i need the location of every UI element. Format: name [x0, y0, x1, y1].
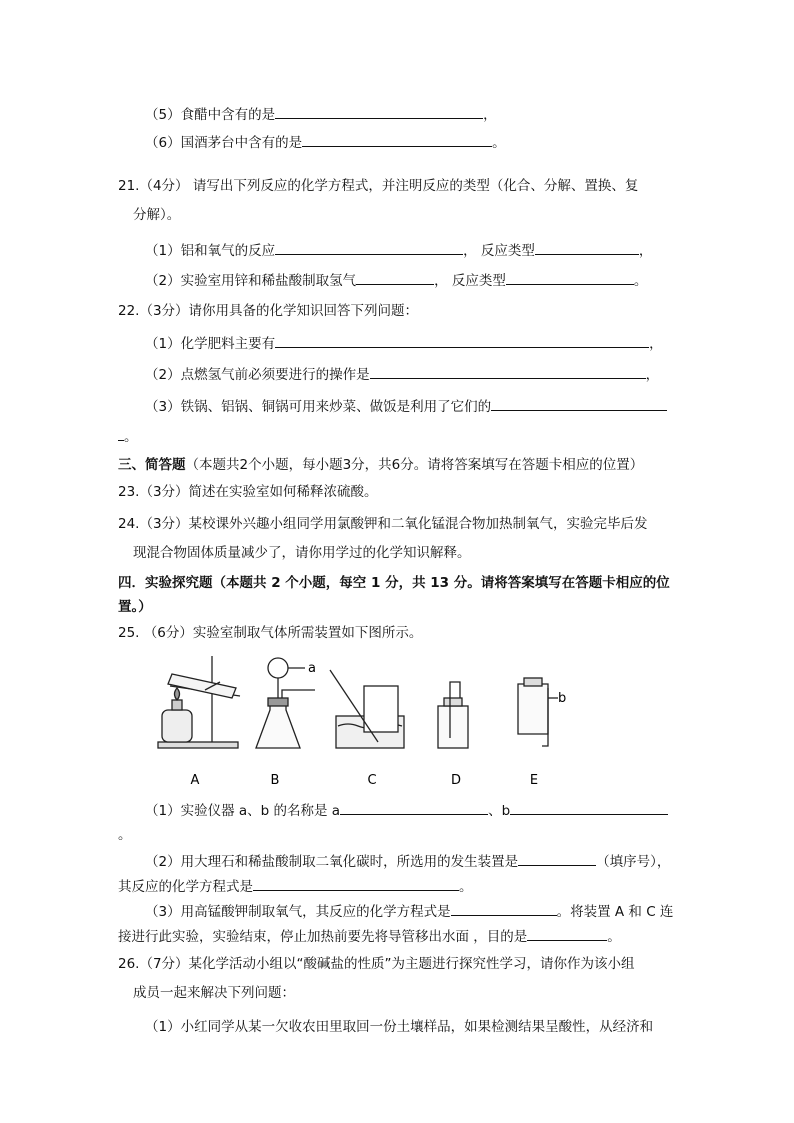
q22-item3-cont: 。 [118, 426, 138, 446]
q25-sub1: （1）实验仪器 a、b 的名称是 a 、b [145, 800, 668, 820]
answer-blank[interactable] [491, 396, 667, 411]
apparatus-e [518, 678, 558, 746]
answer-blank[interactable] [527, 926, 607, 941]
q25-sub3-line2: 接进行此实验，实验结束，停止加热前要先将导管移出水面 ，目的是 。 [118, 926, 621, 946]
figure-label-e: E [529, 773, 539, 788]
q24-line1: 24.（3分）某校课外兴趣小组同学用氯酸钾和二氧化锰混合物加热制氧气，实验完毕后发 [118, 516, 648, 532]
figure-label-c: C [367, 773, 377, 788]
q25-sub2-line1: （2）用大理石和稀盐酸制取二氧化碳时，所选用的发生装置是 （填序号）， [145, 851, 670, 871]
q21-item1: （1）铝和氧气的反应 ， 反应类型 ， [145, 240, 652, 260]
answer-blank[interactable] [253, 876, 459, 891]
answer-blank[interactable] [275, 104, 483, 119]
answer-blank[interactable] [535, 240, 639, 255]
answer-blank[interactable] [510, 800, 668, 815]
section4-line1: 四．实验探究题（本题共 2 个小题，每空 1 分，共 13 分。请将答案填写在答题卡相应的位 [118, 575, 670, 591]
answer-blank[interactable] [302, 132, 492, 147]
q20-item5: （5）食醋中含有的是 ， [145, 104, 497, 124]
q25-intro: 25. （6分）实验室制取气体所需装置如下图所示。 [118, 625, 423, 641]
answer-blank[interactable] [451, 901, 557, 916]
section4-line2: 置。） [118, 599, 152, 615]
q24-line2: 现混合物固体质量减少了，请你用学过的化学知识解释。 [133, 545, 471, 561]
q21-line1: 21.（4分） 请写出下列反应的化学方程式，并注明反应的类型（化合、分解、置换、复 [118, 178, 639, 194]
q26-line1: 26.（7分）某化学活动小组以“酸碱盐的性质”为主题进行探究性学习，请你作为该小组 [118, 956, 635, 972]
q25-sub3-line1: （3）用高锰酸钾制取氧气，其反应的化学方程式是 。将装置 A 和 C 连 [145, 901, 673, 921]
section3-desc: （本题共2个小题，每小题3分，共6分。请将答案填写在答题卡相应的位置） [185, 457, 644, 473]
apparatus-c [330, 670, 404, 748]
figure-mark-b: b [558, 691, 567, 706]
apparatus-d [438, 682, 468, 748]
q20-item6: （6）国酒茅台中含有的是 。 [145, 132, 506, 152]
answer-blank[interactable] [356, 270, 434, 285]
figure-mark-a: a [308, 661, 316, 676]
q25-sub2-line2: 其反应的化学方程式是 。 [118, 876, 473, 896]
apparatus-b [256, 658, 315, 748]
section3-title: 三、简答题 [118, 457, 186, 473]
q22-intro: 22.（3分）请你用具备的化学知识回答下列问题： [118, 303, 419, 319]
q20-item6-text: （6）国酒茅台中含有的是 [145, 135, 303, 151]
answer-blank[interactable] [275, 240, 463, 255]
answer-blank[interactable] [340, 800, 488, 815]
q25-sub1-cont: 。 [118, 827, 132, 843]
figure-label-a: A [190, 773, 200, 788]
q26-line3: （1）小红同学从某一欠收农田里取回一份土壤样品，如果检测结果呈酸性，从经济和 [145, 1019, 654, 1035]
answer-blank[interactable] [518, 851, 596, 866]
q22-item1: （1）化学肥料主要有 ， [145, 333, 663, 353]
q20-item5-text: （5）食醋中含有的是 [145, 107, 276, 123]
section3-heading [118, 456, 643, 474]
q22-item2: （2）点燃氢气前必须要进行的操作是 ， [145, 364, 659, 384]
q23-text: 23.（3分）简述在实验室如何稀释浓硫酸。 [118, 484, 378, 500]
apparatus-a [158, 656, 240, 748]
q21-item2: （2）实验室用锌和稀盐酸制取氢气 ， 反应类型 。 [145, 270, 647, 290]
apparatus-figure [150, 648, 590, 818]
q26-line2: 成员一起来解决下列问题： [133, 985, 295, 1001]
answer-blank[interactable] [275, 333, 649, 348]
figure-label-b: B [270, 773, 280, 788]
figure-label-d: D [450, 773, 462, 788]
answer-blank[interactable] [370, 364, 646, 379]
q22-item3: （3）铁锅、铝锅、铜锅可用来炒菜、做饭是利用了它们的 [145, 396, 667, 416]
answer-blank[interactable] [506, 270, 634, 285]
q21-line2: 分解）。 [133, 207, 181, 223]
